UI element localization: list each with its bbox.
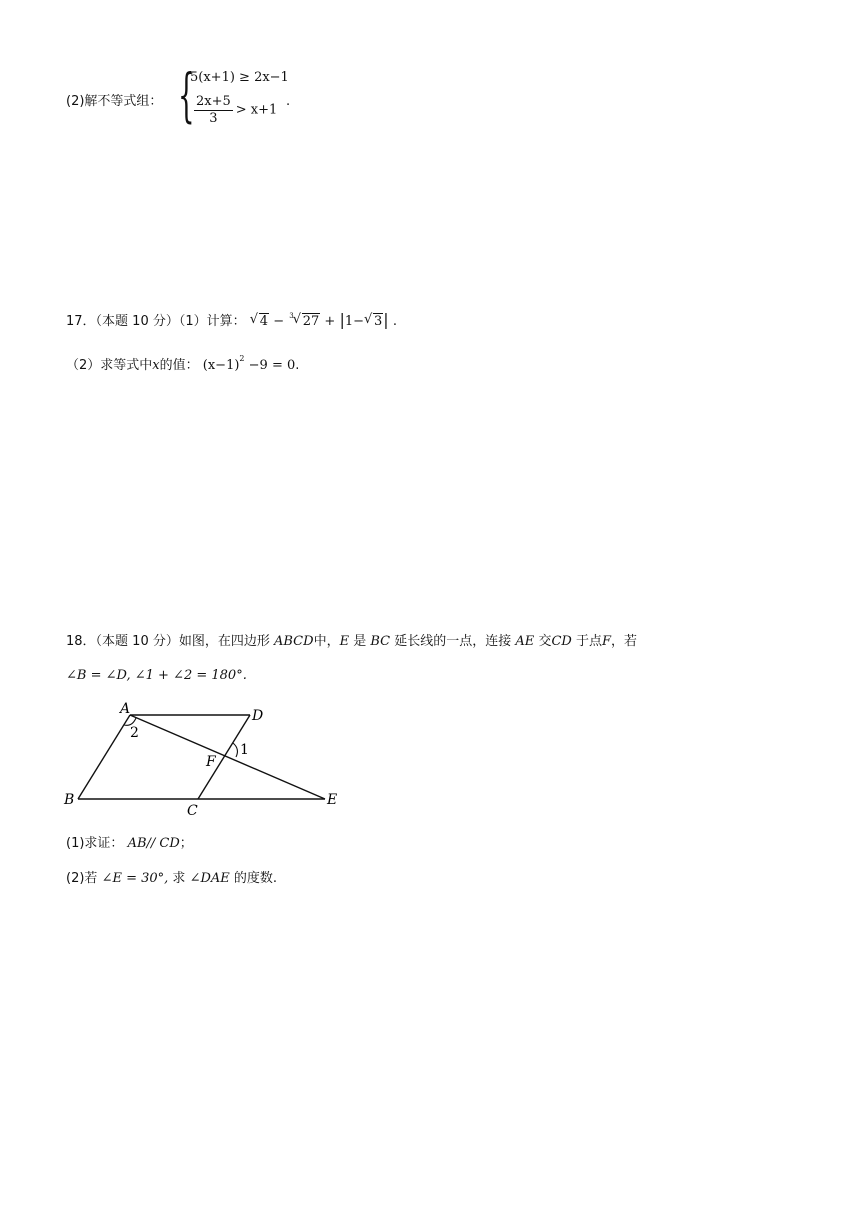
q17-part2-expression: $(x-1)^2 -9 = 0$ — [202, 354, 296, 373]
sqrt-3: √ 3 — [364, 312, 383, 329]
q18-text: 中， — [313, 634, 340, 649]
minus-sign: − — [273, 314, 285, 329]
q18-header: 18．（本题 10 分）如图，在四边形 — [66, 634, 270, 649]
label-angle-2: 2 — [130, 725, 139, 741]
q17-line1 — [66, 310, 397, 333]
q18-line1 — [66, 632, 637, 652]
label-F: F — [206, 754, 216, 770]
inequality-2-rest: > x+1 — [235, 102, 278, 118]
q17-header: 17．（本题 10 分）（1）计算： — [66, 314, 246, 329]
q18-conditions — [66, 666, 247, 686]
q17-part2-label: （2）求等式中 — [66, 358, 153, 373]
q18-e: E — [339, 634, 350, 649]
q16-part2-label: (2)解不等式组： — [66, 94, 163, 109]
inequality-1: 5(x+1) ≥ 2x−1 — [190, 70, 289, 85]
segment-AE — [130, 715, 325, 799]
q18-abcd: ABCD — [274, 634, 314, 649]
q18-bc: BC — [370, 634, 391, 649]
inequality-2 — [194, 94, 277, 126]
q18-part1 — [66, 834, 193, 854]
radical-sign-icon: √ — [364, 312, 373, 327]
q17-part2-label2: 的值： — [159, 358, 199, 373]
system-brace: { — [178, 61, 195, 129]
abs-inner: 1− — [344, 314, 364, 329]
cbrt-27: √ 27 — [292, 312, 320, 329]
q18-text: 是 — [353, 634, 367, 649]
angle-1-arc — [233, 743, 237, 757]
label-E: E — [327, 792, 338, 808]
q18-text: 延长线的一点，连接 — [394, 634, 512, 649]
inequality-2-numerator: 2x+5 — [196, 94, 231, 109]
q17-part2-end: . — [295, 358, 300, 373]
label-B: B — [64, 792, 75, 808]
q16-system-end: . — [286, 94, 291, 109]
geometry-figure — [60, 700, 350, 820]
sqrt-4: √ 4 — [249, 312, 269, 329]
label-A: A — [120, 701, 131, 717]
q18-text: 交 — [538, 634, 552, 649]
q18-cond1: ∠B = ∠D, — [66, 668, 131, 683]
inequality-2-denominator: 3 — [209, 111, 218, 126]
q18-text: 于点 — [575, 634, 602, 649]
q18-part1-end: ； — [179, 836, 193, 851]
plus-sign: + — [324, 314, 336, 329]
q18-part2-label: (2)若 — [66, 871, 98, 886]
q17-expression — [249, 310, 393, 329]
label-D: D — [252, 708, 264, 724]
abs-bar-left: | — [339, 310, 345, 329]
q18-part2-text: 求 — [172, 871, 186, 886]
q18-text: ，若 — [611, 634, 638, 649]
q18-part2-angle: ∠DAE — [189, 871, 230, 886]
q17-var-x: x — [152, 358, 160, 373]
q18-f: F — [602, 634, 612, 649]
segment-AB — [78, 715, 130, 799]
q18-part2 — [66, 869, 277, 889]
inequality-2-fraction — [194, 94, 233, 126]
q18-part2-cond: ∠E = 30°, — [101, 871, 169, 886]
abs-bar-right: | — [383, 310, 389, 329]
q18-part1-expr: AB// CD — [127, 836, 180, 851]
q18-part2-end: 的度数. — [233, 871, 278, 886]
q18-cond2: ∠1 + ∠2 = 180°. — [134, 668, 247, 683]
q18-ae: AE — [515, 634, 535, 649]
label-angle-1: 1 — [240, 742, 249, 758]
q17-end: . — [392, 314, 397, 329]
radical-sign-icon: √ — [292, 312, 301, 327]
label-C: C — [187, 803, 198, 819]
radical-sign-icon: √ — [249, 312, 259, 327]
cbrt-index: 3 — [289, 312, 294, 320]
q18-cd: CD — [551, 634, 572, 649]
q17-line2 — [66, 356, 299, 377]
q18-part1-label: (1)求证： — [66, 836, 124, 851]
